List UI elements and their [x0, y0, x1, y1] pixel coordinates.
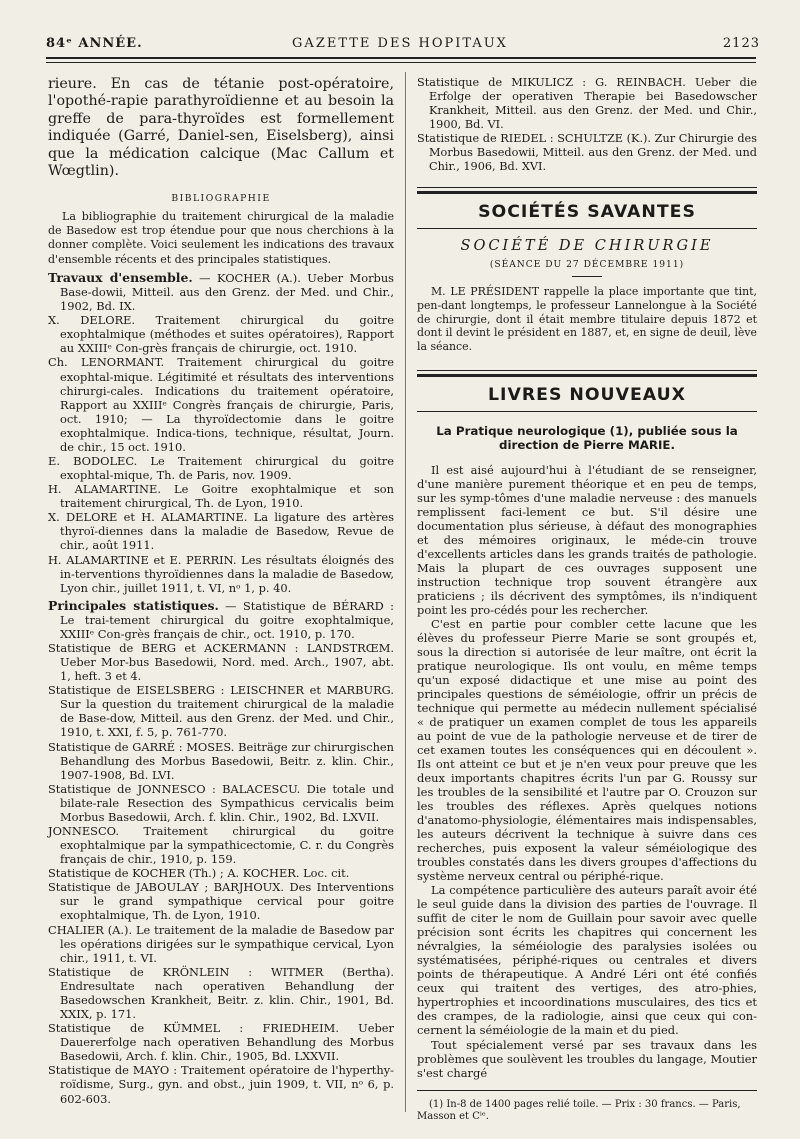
- review-paragraph: Tout spécialement versé par ses travaux dans les problèmes que soulèvent les troubles du langage, Moutier s'est chargé: [417, 1037, 757, 1080]
- bibliography-entry: Ch. LENORMANT. Traitement chirurgical du goitre exophtal-mique. Légitimité et résultats des interventions chirurgi-cales. Indications du traitement opératoire, Rapport au XXIIIᵉ Congrès français de chirurgie, Paris, oct. 1910; — La thyroïdectomie dans le goitre exophtalmique. Indica-tions, technique, résultat, Journ. de chir., 15 oct. 1910.: [48, 355, 394, 454]
- issue-year: 84ᵉ ANNÉE.: [46, 36, 143, 51]
- review-paragraph: La compétence particulière des auteurs paraît avoir été le seul guide dans la division des parties de l'ouvrage. Il suffit de citer le nom de Guillain pour savoir avec quelle précision sont écrits les chapitres qui concernent les névralgies, la séméiologie des paralysies isolées ou systématisées, périphé-riques ou centrales et divers points de thérapeutique. A André Léri ont été confiés ceux qui traitent des vertiges, des atro-phies, hypertrophies et incoordinations musculaires, des tics et des crampes, de la radiologie, ainsi que ceux qui con-cernent la séméiologie de la main et du pied.: [417, 883, 757, 1038]
- bibliography-entry: Statistique de MIKULICZ : G. REINBACH. Ueber die Erfolge der operativen Therapie bei Basedowscher Krankheit, Mitteil. aus den Grenz. der Med. und Chir., 1900, Bd. VI.: [417, 76, 757, 131]
- page-number: 2123: [722, 36, 760, 51]
- section-rule: [417, 370, 757, 371]
- left-column: [48, 76, 394, 1106]
- societes-heading: SOCIÉTÉS SAVANTES: [478, 202, 696, 223]
- bibliography-entry: Statistique de BERG et ACKERMANN : LANDSTRŒM. Ueber Mor-bus Basedowii, Nord. med. Arch., 1907, abt. 1, heft. 3 et 4.: [48, 641, 394, 684]
- review-paragraph: Il est aisé aujourd'hui à l'étudiant de se renseigner, d'une manière purement théorique et en peu de temps, sur les symp-tômes d'une maladie nerveuse : des manuels remplissent faci-lement ce but. S'il désire une documentation plus sérieuse, à défaut des monographies et des mémoires originaux, le méde-cin trouve d'excellents articles dans les grands traités de pathologie. Mais la plupart de ces ouvrages supposent une instruction technique trop souvent étrangère aux praticiens ; ils décrivent des symptômes, ils n'indiquent point les pro-cédés pour les rechercher.: [417, 462, 757, 618]
- short-rule: [572, 276, 602, 277]
- bibliography-entry: E. BODOLEC. Le Traitement chirurgical du goitre exophtal-mique, Th. de Paris, nov. 1909.: [48, 453, 394, 483]
- footnote: (1) In-8 de 1400 pages relié toile. — Prix : 30 francs. — Paris, Masson et Cⁱᵉ.: [417, 1098, 741, 1123]
- travaux-entry-0: [48, 271, 394, 313]
- header-rule-bottom: [46, 62, 756, 63]
- bibliography-entry: X. DELORE et H. ALAMARTINE. La ligature des artères thyroï-diennes dans la maladie de Basedow, Revue de chir., août 1911.: [48, 510, 394, 553]
- societe-report: M. LE PRÉSIDENT rappelle la place importante que tint, pen-dant longtemps, le professeur Lannelongue à la Société de chirurgie, dont il était membre titulaire depuis 1872 et dont il devint le président en 1887, et, en signe de deuil, lève la séance.: [417, 285, 757, 354]
- travaux-heading: Travaux d'ensemble.: [48, 269, 193, 285]
- bibliography-entry: X. DELORE. Traitement chirurgical du goitre exophtalmique (méthodes et suites opératoires), Rapport au XXIIIᵉ Con-grès français de chirurgie, oct. 1910.: [48, 313, 394, 356]
- section-rule-thick: [417, 191, 757, 194]
- bibliography-heading: BIBLIOGRAPHIE: [171, 192, 271, 204]
- bibliography-entry: JONNESCO. Traitement chirurgical du goitre exophtalmique par la sympathicectomie, C. r. du Congrès français de chir., 1910, p. 159.: [48, 824, 394, 867]
- journal-title: GAZETTE DES HOPITAUX: [292, 36, 508, 51]
- bibliography-entry: Statistique de MAYO : Traitement opératoire de l'hyperthy-roïdisme, Surg., gyn. and obst., juin 1909, t. VII, nᵒ 6, p. 602-603.: [48, 1063, 394, 1106]
- intro-paragraph: rieure. En cas de tétanie post-opératoire, l'opothé-rapie parathyroïdienne et au besoin la greffe de para-thyroïdes est formellement indiquée (Garré, Daniel-sen, Eiselsberg), ainsi que la médication calcique (Mac Callum et Wœgtlin).: [48, 76, 394, 180]
- book-title: La Pratique neurologique (1), publiée sous la direction de Pierre MARIE.: [436, 423, 738, 453]
- travaux-entry-text: — KOCHER (A.). Ueber Morbus Base-dowii, Mitteil. aus den Grenz. der Med. und Chir., 1902, Bd. IX.: [60, 270, 394, 314]
- bibliography-entry: Statistique de KÜMMEL : FRIEDHEIM. Ueber Dauererfolge nach operativen Behandlung des Morbus Basedowii, Arch. f. klin. Chir., 1905, Bd. LXXVII.: [48, 1021, 394, 1064]
- column-divider: [405, 72, 406, 1112]
- livres-heading: LIVRES NOUVEAUX: [488, 384, 686, 405]
- seance-date: (SÉANCE DU 27 DÉCEMBRE 1911): [489, 260, 685, 271]
- bibliography-entry: Statistique de RIEDEL : SCHULTZE (K.). Zur Chirurgie des Morbus Basedowii, Mitteil. aus den Grenz. der Med. und Chir., 1906, Bd. XVI.: [417, 131, 757, 173]
- bibliography-entry: Statistique de GARRÉ : MOSES. Beiträge zur chirurgischen Behandlung des Morbus Basedowii, Beitr. z. klin. Chir., 1907-1908, Bd. LVI.: [48, 739, 394, 782]
- section-rule-thick: [417, 374, 757, 377]
- section-rule: [417, 411, 757, 412]
- right-column: [417, 76, 757, 1124]
- bibliography-intro: La bibliographie du traitement chirurgical de la maladie de Basedow est trop étendue pour que nous cherchions à la donner complète. Voici seulement les indications des travaux d'ensemble récents et des principales statistiques.: [48, 209, 394, 266]
- stats-entry-0: [48, 599, 394, 641]
- bibliography-entry: Statistique de JONNESCO : BALACESCU. Die totale und bilate-rale Resection des Sympathicus cervicalis beim Morbus Basedowii, Arch. f. klin. Chir., 1902, Bd. LXVII.: [48, 781, 394, 824]
- bibliography-entry: CHALIER (A.). Le traitement de la maladie de Basedow par les opérations dirigées sur le sympathique cervical, Lyon chir., 1911, t. VI.: [48, 922, 394, 965]
- societe-name: SOCIÉTÉ DE CHIRURGIE: [460, 237, 714, 255]
- stats-entry-text: — Statistique de BÉRARD : Le trai-tement chirurgical du goitre exophtalmique, XXIIIᵉ Con-grès français de chir., oct. 1910, p. 170.: [60, 598, 394, 641]
- section-rule: [417, 187, 757, 188]
- stats-heading: Principales statistiques.: [48, 597, 219, 613]
- review-paragraph: C'est en partie pour combler cette lacune que les élèves du professeur Pierre Marie se sont groupés et, sous la direction si autorisée de leur maître, ont écrit la pratique neurologique. Ils ont voulu, en même temps qu'un exposé didactique et une mise au point des principales questions de séméiologie, offrir un précis de technique qui permette au médecin nullement spécialisé « de pratiquer un examen complet de tous les appareils au point de vue de la pathologie nerveuse et de tirer de cet examen toutes les conséquences qui en découlent ». Ils ont atteint ce but et je n'en veux pour preuve que les deux importants chapitres écrits l'un par G. Roussy sur les troubles de la sensibilité et l'autre par O. Crouzon sur les troubles des réflexes. Après quelques notions d'anatomo-physiologie, élémentaires mais indispensables, les auteurs décrivent la technique à suivre dans ces recherches, puis exposent la valeur séméiologique des troubles constatés dans les divers groupes d'affections du système nerveux central ou périphé-rique.: [417, 617, 757, 884]
- bibliography-entry: H. ALAMARTINE et E. PERRIN. Les résultats éloignés des in-terventions thyroïdiennes dans la maladie de Basedow, Lyon chir., juillet 1911, t. VI, nᵒ 1, p. 40.: [48, 552, 394, 595]
- footnote-rule: [417, 1090, 757, 1091]
- bibliography-entry: Statistique de KRÖNLEIN : WITMER (Bertha). Endresultate nach operativen Behandlung der Basedowschen Krankheit, Beitr. z. klin. Chir., 1901, Bd. XXIX, p. 171.: [48, 964, 394, 1022]
- bibliography-entry: Statistique de JABOULAY ; BARJHOUX. Des Interventions sur le grand sympathique cervical pour goitre exophtalmique, Th. de Lyon, 1910.: [48, 880, 394, 923]
- bibliography-entry: Statistique de EISELSBERG : LEISCHNER et MARBURG. Sur la question du traitement chirurgical de la maladie de Base-dow, Mitteil. aus den Grenz. der Med. und Chir., 1910, t. XXI, f. 5, p. 761-770.: [48, 683, 394, 740]
- section-rule: [417, 228, 757, 229]
- bibliography-entry: H. ALAMARTINE. Le Goitre exophtalmique et son traitement chirurgical, Th. de Lyon, 1910.: [48, 482, 394, 511]
- bibliography-entry: Statistique de KOCHER (Th.) ; A. KOCHER. Loc. cit.: [48, 866, 350, 881]
- header-rule-top: [46, 57, 756, 59]
